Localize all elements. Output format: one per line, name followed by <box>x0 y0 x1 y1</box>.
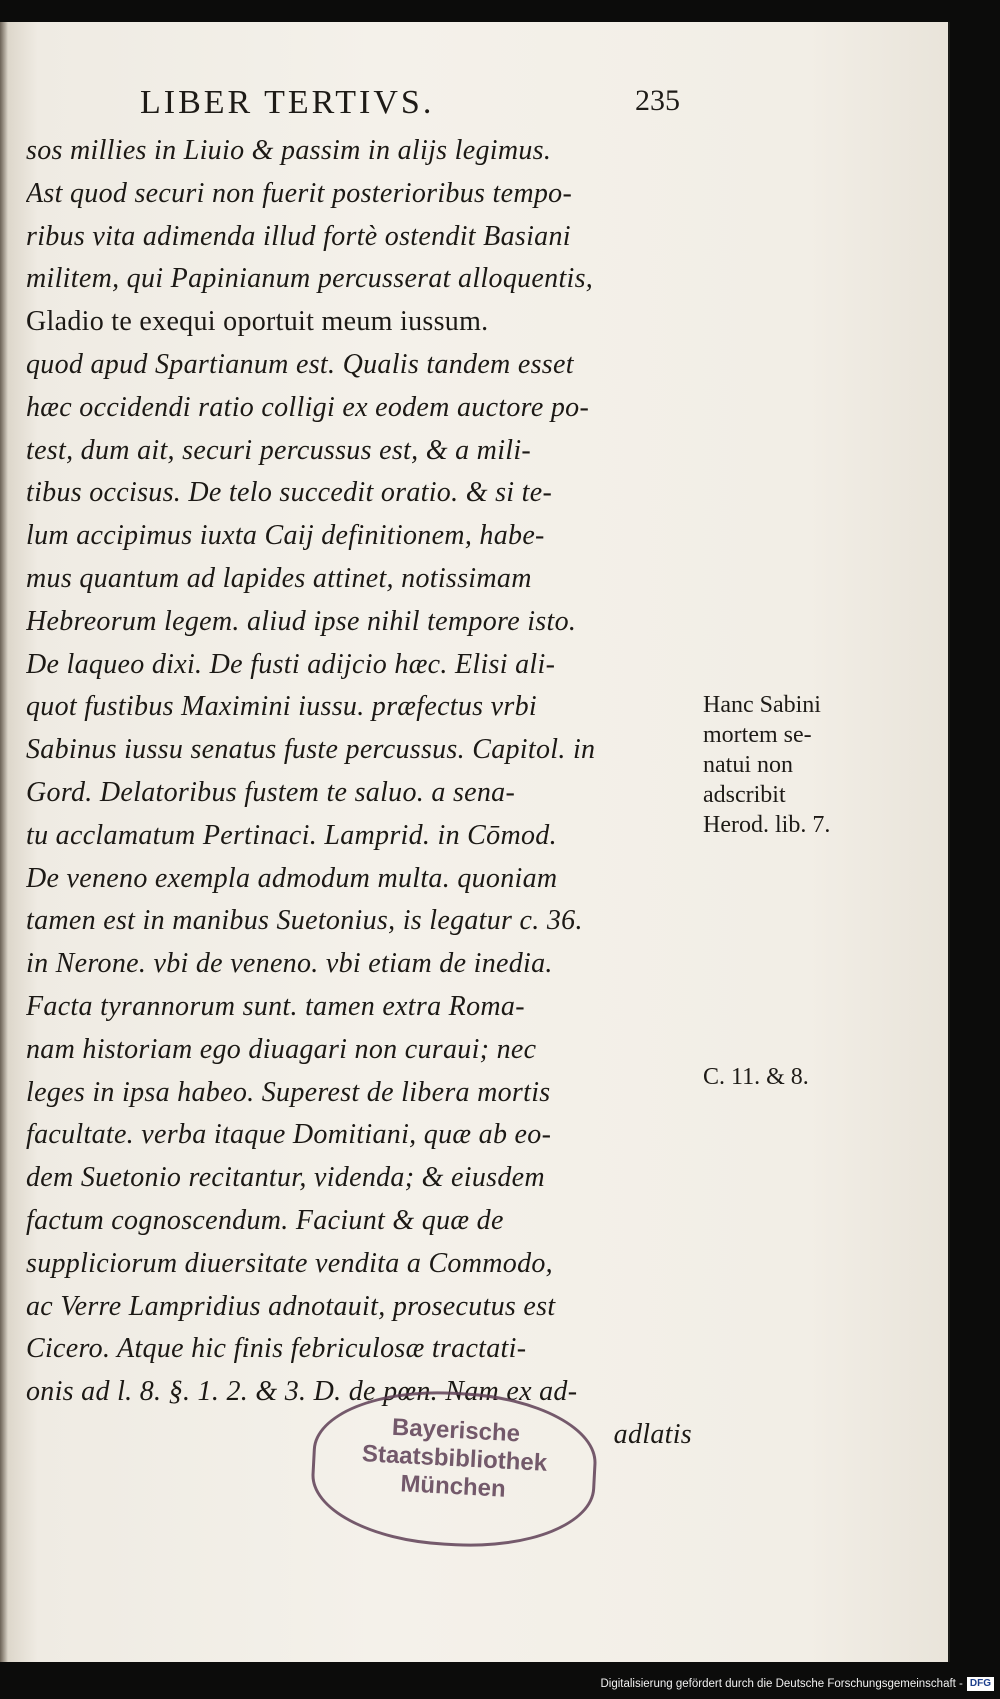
main-text <box>26 130 700 1457</box>
marginal-note-line: natui non <box>703 752 793 778</box>
credit-text: Digitalisierung gefördert durch die Deutsche Forschungsgemeinschaft - <box>600 1678 963 1690</box>
text-line: factum cognoscendum. Faciunt & quæ de <box>26 1204 504 1236</box>
text-line: facultate. verba itaque Domitiani, quæ ab eo- <box>26 1119 552 1151</box>
text-line: De laqueo dixi. De fusti adijcio hæc. Elisi ali- <box>26 648 556 680</box>
running-head <box>140 84 680 124</box>
text-line: onis ad l. 8. §. 1. 2. & 3. D. de pœn. Nam ex ad- <box>26 1376 578 1408</box>
marginal-note-reference <box>703 1062 809 1092</box>
text-line: Hebreorum legem. aliud ipse nihil tempore isto. <box>26 605 577 637</box>
text-line: lum accipimus iuxta Caij definitionem, habe- <box>26 520 545 552</box>
marginal-note-line: mortem se- <box>703 722 812 748</box>
text-line: Sabinus iussu senatus fuste percussus. Capitol. in <box>26 734 596 766</box>
text-line: quod apud Spartianum est. Qualis tandem esset <box>26 348 574 380</box>
text-line: militem, qui Papinianum percusserat alloquentis, <box>26 263 594 295</box>
catchword: adlatis <box>613 1418 692 1450</box>
text-line: Gord. Delatoribus fustem te saluo. a sena- <box>26 776 516 808</box>
text-line: hæc occidendi ratio colligi ex eodem auctore po- <box>26 391 590 423</box>
running-head-title: LIBER TERTIVS. <box>140 84 435 121</box>
text-line: in Nerone. vbi de veneno. vbi etiam de inedia. <box>26 948 553 980</box>
text-line: ribus vita adimenda illud fortè ostendit Basiani <box>26 220 571 252</box>
text-line: dem Suetonio recitantur, videnda; & eiusdem <box>26 1162 545 1194</box>
stamp-line: München <box>399 1470 507 1503</box>
dfg-logo: DFG <box>967 1677 994 1691</box>
text-line: suppliciorum diuersitate vendita a Commodo, <box>26 1247 553 1279</box>
text-line: De veneno exempla admodum multa. quoniam <box>26 862 558 894</box>
text-line: sos millies in Liuio & passim in alijs legimus. <box>26 135 552 166</box>
text-line: Ast quod securi non fuerit posterioribus tempo- <box>26 177 573 209</box>
digitization-credit <box>560 1674 994 1694</box>
stamp-line: Staatsbibliothek <box>361 1440 548 1477</box>
text-line: tu acclamatum Pertinaci. Lamprid. in Cōmod. <box>26 819 557 851</box>
marginal-note-sabinus <box>703 690 830 840</box>
text-line: mus quantum ad lapides attinet, notissimam <box>26 562 532 594</box>
text-line: test, dum ait, securi percussus est, & a mili- <box>26 434 532 466</box>
text-line: nam historiam ego diuagari non curaui; nec <box>26 1033 537 1065</box>
text-line: ac Verre Lampridius adnotauit, prosecutus est <box>26 1290 556 1322</box>
marginal-note-line: C. 11. & 8. <box>703 1064 809 1090</box>
marginal-note-line: Herod. lib. 7. <box>703 812 831 838</box>
text-line: tibus occisus. De telo succedit oratio. & si te- <box>26 477 553 509</box>
text-line: Gladio te exequi oportuit meum iussum. <box>26 306 489 338</box>
page-number: 235 <box>635 84 680 117</box>
marginal-note-line: Hanc Sabini <box>703 692 821 718</box>
marginal-note-line: adscribit <box>703 782 786 808</box>
text-line: leges in ipsa habeo. Superest de libera mortis <box>26 1076 551 1108</box>
text-line: Facta tyrannorum sunt. tamen extra Roma- <box>26 990 525 1022</box>
page-gutter-shadow <box>0 22 8 1662</box>
text-line: tamen est in manibus Suetonius, is legatur c. 36. <box>26 905 583 937</box>
text-line: Cicero. Atque hic finis febriculosæ tractati- <box>26 1333 527 1365</box>
stamp-line: Bayerische <box>391 1413 521 1448</box>
text-line: quot fustibus Maximini iussu. præfectus vrbi <box>26 691 537 723</box>
